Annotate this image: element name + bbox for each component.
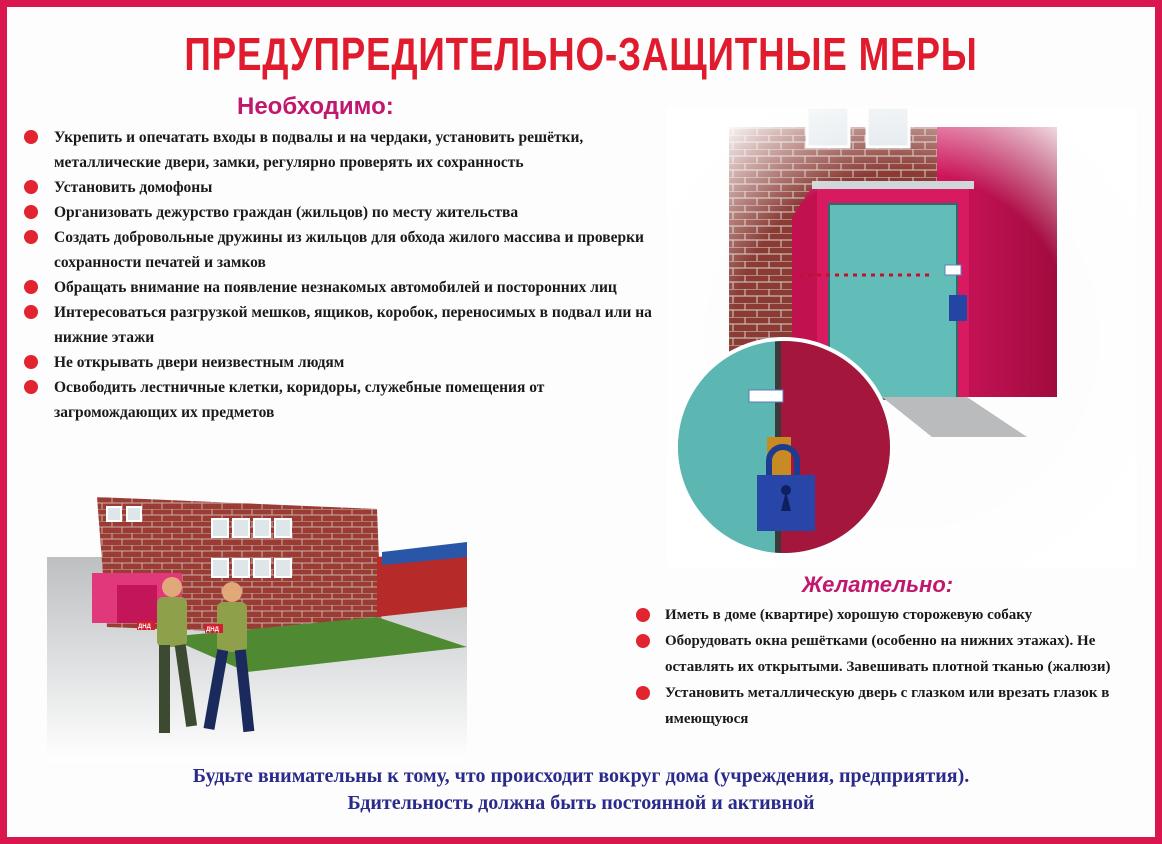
necessary-list: [24, 125, 664, 425]
list-item: Укрепить и опечатать входы в подвалы и на чердаки, установить решётки, металлические двери, замки, регулярно проверять их сохранность: [24, 125, 664, 175]
list-item: Иметь в доме (квартире) хорошую сторожевую собаку: [632, 602, 1132, 628]
desirable-list: [632, 602, 1132, 732]
list-item: Установить металлическую дверь с глазком или врезать глазок в имеющуюся: [632, 680, 1132, 732]
necessary-heading: Необходимо:: [237, 93, 394, 120]
list-item: Организовать дежурство граждан (жильцов) по месту жительства: [24, 200, 664, 225]
page-title: ПРЕДУПРЕДИТЕЛЬНО-ЗАЩИТНЫЕ МЕРЫ: [184, 28, 978, 80]
armband-label: ДНД: [138, 624, 151, 630]
patrol-illustration: [47, 497, 467, 762]
list-item: Не открывать двери неизвестным людям: [24, 350, 664, 375]
footer-line-2: Бдительность должна быть постоянной и активной: [347, 792, 815, 814]
list-item: Создать добровольные дружины из жильцов для обхода жилого массива и проверки сохранности печатей и замков: [24, 225, 664, 275]
list-item: Оборудовать окна решётками (особенно на нижних этажах). Не оставлять их открытыми. Завешивать плотной тканью (жалюзи): [632, 628, 1132, 680]
list-item: Интересоваться разгрузкой мешков, ящиков, коробок, переносимых в подвал или на нижние этажи: [24, 300, 664, 350]
desirable-heading: Желательно:: [802, 572, 954, 597]
list-item: Установить домофоны: [24, 175, 664, 200]
list-item: Обращать внимание на появление незнакомых автомобилей и посторонних лиц: [24, 275, 664, 300]
page-number: 2: [1145, 4, 1151, 14]
footer-note: [7, 763, 1155, 817]
armband-label: ДНД: [206, 627, 219, 633]
list-item: Освободить лестничные клетки, коридоры, служебные помещения от загромождающих их предметов: [24, 375, 664, 425]
door-illustration: [667, 107, 1137, 567]
footer-line-1: Будьте внимательны к тому, что происходит вокруг дома (учреждения, предприятия).: [192, 765, 970, 787]
